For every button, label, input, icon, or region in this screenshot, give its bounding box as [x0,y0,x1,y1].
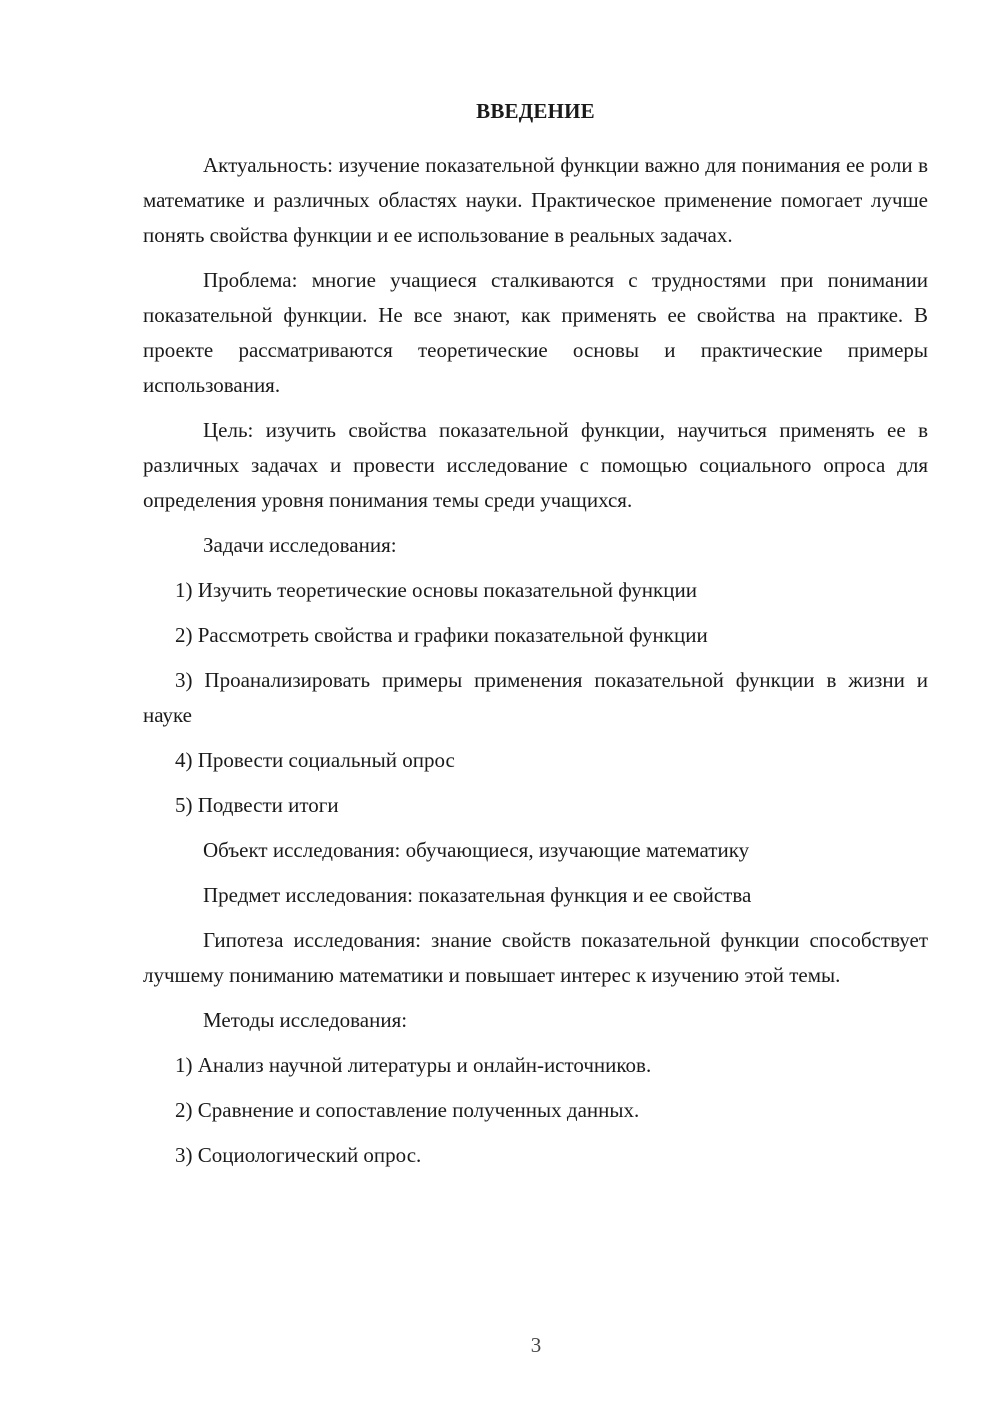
task-item: 4) Провести социальный опрос [175,748,455,772]
relevance-paragraph: Актуальность: изучение показательной функции важно для понимания ее роли в математике и различных областях науки. Практическое применение помогает лучше понять свойства функции и ее использование в реальных задачах. [143,153,928,247]
method-item: 3) Социологический опрос. [175,1143,422,1167]
goal-paragraph: Цель: изучить свойства показательной функции, научиться применять ее в различных задачах и провести исследование с помощью социального опроса для определения уровня понимания темы среди учащихся. [143,418,928,512]
task-item: 5) Подвести итоги [175,793,339,817]
page-number: 3 [530,1333,542,1357]
method-item: 1) Анализ научной литературы и онлайн-источников. [175,1053,652,1077]
methods-heading: Методы исследования: [203,1008,408,1032]
subject-paragraph: Предмет исследования: показательная функция и ее свойства [203,883,752,907]
section-title: ВВЕДЕНИЕ [476,99,595,123]
task-item: 2) Рассмотреть свойства и графики показательной функции [175,623,708,647]
object-paragraph: Объект исследования: обучающиеся, изучающие математику [203,838,750,862]
task-item: 3) Проанализировать примеры применения показательной функции в жизни и науке [143,668,928,727]
problem-paragraph: Проблема: многие учащиеся сталкиваются с трудностями при понимании показательной функции. Не все знают, как применять ее свойства на практике. В проекте рассматриваются теоретические основы и практические примеры использования. [143,268,928,397]
task-item: 1) Изучить теоретические основы показательной функции [175,578,697,602]
method-item: 2) Сравнение и сопоставление полученных данных. [175,1098,640,1122]
document-page [143,96,928,1183]
hypothesis-paragraph: Гипотеза исследования: знание свойств показательной функции способствует лучшему пониманию математики и повышает интерес к изучению этой темы. [143,928,928,987]
tasks-heading: Задачи исследования: [203,533,397,557]
